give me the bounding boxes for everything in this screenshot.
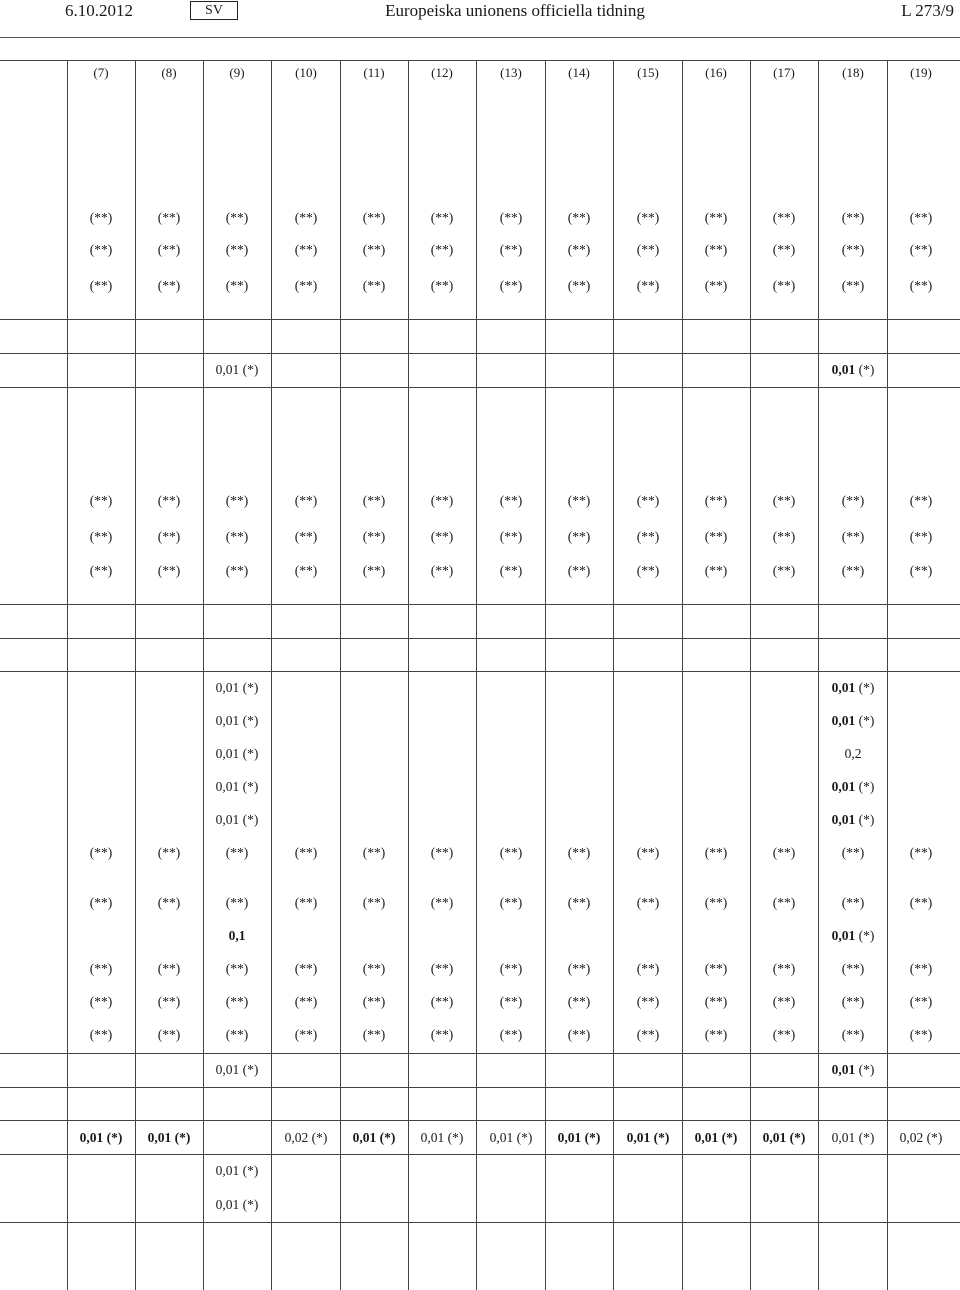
table-cell: (**): [499, 278, 523, 293]
table-cell: (**): [157, 1027, 181, 1042]
table-cell: (**): [225, 493, 249, 508]
table-cell: (**): [567, 895, 591, 910]
table-cell: (**): [772, 895, 796, 910]
table-cell: (**): [157, 994, 181, 1009]
table-cell: (**): [704, 961, 728, 976]
table-cell: (**): [430, 1027, 454, 1042]
table-cell: 0,2: [844, 746, 862, 761]
column-header: (18): [842, 65, 864, 80]
column-header: (17): [773, 65, 795, 80]
table-cell: (**): [567, 563, 591, 578]
table-cell: (**): [294, 563, 318, 578]
table-cell: (**): [841, 1027, 865, 1042]
table-cell: (**): [362, 242, 386, 257]
table-cell: (**): [225, 895, 249, 910]
table-cell: (**): [772, 210, 796, 225]
table-cell: (**): [430, 278, 454, 293]
table-cell: (**): [294, 895, 318, 910]
table-cell: (**): [430, 493, 454, 508]
column-header: (7): [93, 65, 109, 80]
table-cell: (**): [909, 529, 933, 544]
table-cell: 0,01 (*): [626, 1130, 670, 1145]
table-cell: (**): [772, 961, 796, 976]
table-cell: (**): [89, 242, 113, 257]
table-cell: (**): [157, 845, 181, 860]
table-cell: (**): [157, 278, 181, 293]
table-cell: (**): [704, 845, 728, 860]
table-cell: (**): [225, 845, 249, 860]
table-cell: (**): [909, 994, 933, 1009]
table-cell: 0,1: [228, 928, 246, 943]
table-cell: 0,01 (*): [831, 779, 875, 794]
table-cell: 0,01 (*): [215, 713, 259, 728]
table-cell: (**): [225, 210, 249, 225]
table-cell: (**): [294, 1027, 318, 1042]
table-cell: 0,01 (*): [215, 779, 259, 794]
table-cell: (**): [704, 895, 728, 910]
table-cell: 0,01 (*): [147, 1130, 191, 1145]
table-cell: 0,01 (*): [215, 362, 259, 377]
table-cell: (**): [499, 242, 523, 257]
table-cell: (**): [225, 1027, 249, 1042]
table-cell: (**): [636, 563, 660, 578]
table-cell: (**): [157, 961, 181, 976]
table-cell: 0,01 (*): [831, 680, 875, 695]
table-cell: (**): [567, 210, 591, 225]
table-cell: 0,01 (*): [831, 713, 875, 728]
table-cell: (**): [772, 1027, 796, 1042]
table-cell: (**): [772, 278, 796, 293]
table-cell: (**): [636, 278, 660, 293]
table-cell: (**): [704, 994, 728, 1009]
table-cell: (**): [225, 242, 249, 257]
table-cell: (**): [499, 563, 523, 578]
table-cell: (**): [499, 845, 523, 860]
table-cell: (**): [704, 563, 728, 578]
table-cell: (**): [567, 493, 591, 508]
table-cell: (**): [225, 994, 249, 1009]
table-cell: 0,01 (*): [831, 362, 875, 377]
table-cell: 0,01 (*): [420, 1130, 464, 1145]
table-cell: (**): [362, 994, 386, 1009]
table-cell: 0,01 (*): [215, 746, 259, 761]
table-cell: (**): [362, 210, 386, 225]
table-cell: (**): [909, 961, 933, 976]
table-cell: 0,01 (*): [79, 1130, 123, 1145]
table-cell: (**): [841, 895, 865, 910]
table-cell: (**): [499, 1027, 523, 1042]
table-cell: 0,01 (*): [831, 812, 875, 827]
table-cell: (**): [772, 994, 796, 1009]
table-cell: (**): [294, 529, 318, 544]
table-cell: 0,01 (*): [215, 1062, 259, 1077]
table-cell: (**): [89, 961, 113, 976]
table-cell: (**): [567, 1027, 591, 1042]
header-date: 6.10.2012: [65, 1, 133, 20]
table-cell: (**): [430, 994, 454, 1009]
table-cell: (**): [567, 278, 591, 293]
table-cell: (**): [294, 994, 318, 1009]
table-cell: 0,01 (*): [215, 1197, 259, 1212]
table-cell: (**): [704, 210, 728, 225]
column-header: (8): [161, 65, 177, 80]
table-cell: (**): [499, 994, 523, 1009]
table-cell: (**): [89, 994, 113, 1009]
table-cell: (**): [636, 242, 660, 257]
table-cell: (**): [704, 242, 728, 257]
table-cell: (**): [841, 242, 865, 257]
table-cell: (**): [294, 210, 318, 225]
table-cell: (**): [704, 493, 728, 508]
table-cell: (**): [225, 278, 249, 293]
table-cell: (**): [430, 529, 454, 544]
table-cell: (**): [225, 563, 249, 578]
table-cell: (**): [909, 242, 933, 257]
table-cell: 0,01 (*): [215, 1163, 259, 1178]
column-header: (16): [705, 65, 727, 80]
page-reference: L 273/9: [901, 1, 954, 20]
table-cell: (**): [704, 278, 728, 293]
table-cell: (**): [567, 845, 591, 860]
table-cell: (**): [567, 529, 591, 544]
table-cell: (**): [294, 961, 318, 976]
table-cell: (**): [89, 1027, 113, 1042]
table-cell: 0,01 (*): [831, 928, 875, 943]
table-cell: (**): [636, 1027, 660, 1042]
column-header: (19): [910, 65, 932, 80]
table-cell: (**): [841, 529, 865, 544]
table-cell: (**): [225, 961, 249, 976]
table-cell: (**): [636, 845, 660, 860]
language-badge: SV: [190, 1, 238, 20]
table-cell: (**): [636, 529, 660, 544]
column-header: (13): [500, 65, 522, 80]
table-cell: (**): [636, 895, 660, 910]
table-cell: (**): [89, 529, 113, 544]
table-cell: (**): [841, 961, 865, 976]
table-cell: 0,01 (*): [694, 1130, 738, 1145]
table-cell: (**): [499, 493, 523, 508]
journal-title: Europeiska unionens officiella tidning: [385, 1, 645, 20]
table-cell: (**): [362, 961, 386, 976]
table-cell: (**): [362, 563, 386, 578]
table-cell: (**): [567, 242, 591, 257]
table-cell: (**): [772, 845, 796, 860]
table-cell: (**): [362, 895, 386, 910]
table-cell: (**): [157, 493, 181, 508]
table-cell: (**): [362, 1027, 386, 1042]
table-cell: (**): [909, 895, 933, 910]
table-cell: (**): [636, 493, 660, 508]
table-cell: (**): [841, 994, 865, 1009]
table-cell: (**): [499, 895, 523, 910]
table-cell: (**): [772, 493, 796, 508]
table-cell: (**): [499, 961, 523, 976]
table-cell: (**): [294, 845, 318, 860]
table-cell: (**): [157, 563, 181, 578]
column-header: (9): [229, 65, 245, 80]
table-cell: (**): [225, 529, 249, 544]
table-cell: (**): [704, 1027, 728, 1042]
column-header: (15): [637, 65, 659, 80]
table-cell: 0,01 (*): [352, 1130, 396, 1145]
table-cell: (**): [772, 563, 796, 578]
table-cell: (**): [499, 529, 523, 544]
table-cell: (**): [362, 529, 386, 544]
table-cell: (**): [841, 563, 865, 578]
table-cell: (**): [841, 210, 865, 225]
table-cell: 0,02 (*): [284, 1130, 328, 1145]
table-cell: (**): [567, 961, 591, 976]
table-cell: 0,01 (*): [215, 680, 259, 695]
table-cell: (**): [430, 845, 454, 860]
column-header: (11): [363, 65, 385, 80]
table-cell: (**): [841, 493, 865, 508]
table-cell: (**): [294, 242, 318, 257]
table-cell: (**): [362, 845, 386, 860]
table-cell: (**): [89, 493, 113, 508]
table-cell: (**): [909, 845, 933, 860]
table-cell: (**): [89, 278, 113, 293]
table-cell: (**): [362, 493, 386, 508]
table-cell: (**): [636, 961, 660, 976]
table-cell: 0,01 (*): [489, 1130, 533, 1145]
table-cell: (**): [772, 242, 796, 257]
table-cell: (**): [157, 210, 181, 225]
table-cell: (**): [89, 210, 113, 225]
column-header: (14): [568, 65, 590, 80]
table-cell: 0,01 (*): [215, 812, 259, 827]
table-cell: (**): [89, 845, 113, 860]
table-cell: (**): [430, 242, 454, 257]
table-cell: (**): [430, 563, 454, 578]
table-cell: (**): [909, 210, 933, 225]
table-cell: 0,01 (*): [557, 1130, 601, 1145]
column-header: (10): [295, 65, 317, 80]
table-cell: 0,01 (*): [831, 1062, 875, 1077]
table-cell: (**): [294, 493, 318, 508]
table-cell: (**): [909, 493, 933, 508]
table-cell: (**): [841, 278, 865, 293]
table-cell: (**): [909, 1027, 933, 1042]
table-cell: (**): [636, 994, 660, 1009]
table-cell: 0,01 (*): [831, 1130, 875, 1145]
table-cell: (**): [909, 278, 933, 293]
table-cell: (**): [909, 563, 933, 578]
table-cell: (**): [157, 242, 181, 257]
table-cell: (**): [430, 961, 454, 976]
table-cell: 0,02 (*): [899, 1130, 943, 1145]
table-cell: (**): [430, 895, 454, 910]
table-cell: (**): [772, 529, 796, 544]
column-header: (12): [431, 65, 453, 80]
table-cell: (**): [704, 529, 728, 544]
table-cell: 0,01 (*): [762, 1130, 806, 1145]
table-cell: (**): [157, 529, 181, 544]
table-cell: (**): [294, 278, 318, 293]
table-cell: (**): [89, 895, 113, 910]
table-cell: (**): [430, 210, 454, 225]
table-cell: (**): [636, 210, 660, 225]
table-cell: (**): [499, 210, 523, 225]
table-cell: (**): [567, 994, 591, 1009]
table-cell: (**): [841, 845, 865, 860]
table-cell: (**): [157, 895, 181, 910]
table-cell: (**): [89, 563, 113, 578]
table-cell: (**): [362, 278, 386, 293]
